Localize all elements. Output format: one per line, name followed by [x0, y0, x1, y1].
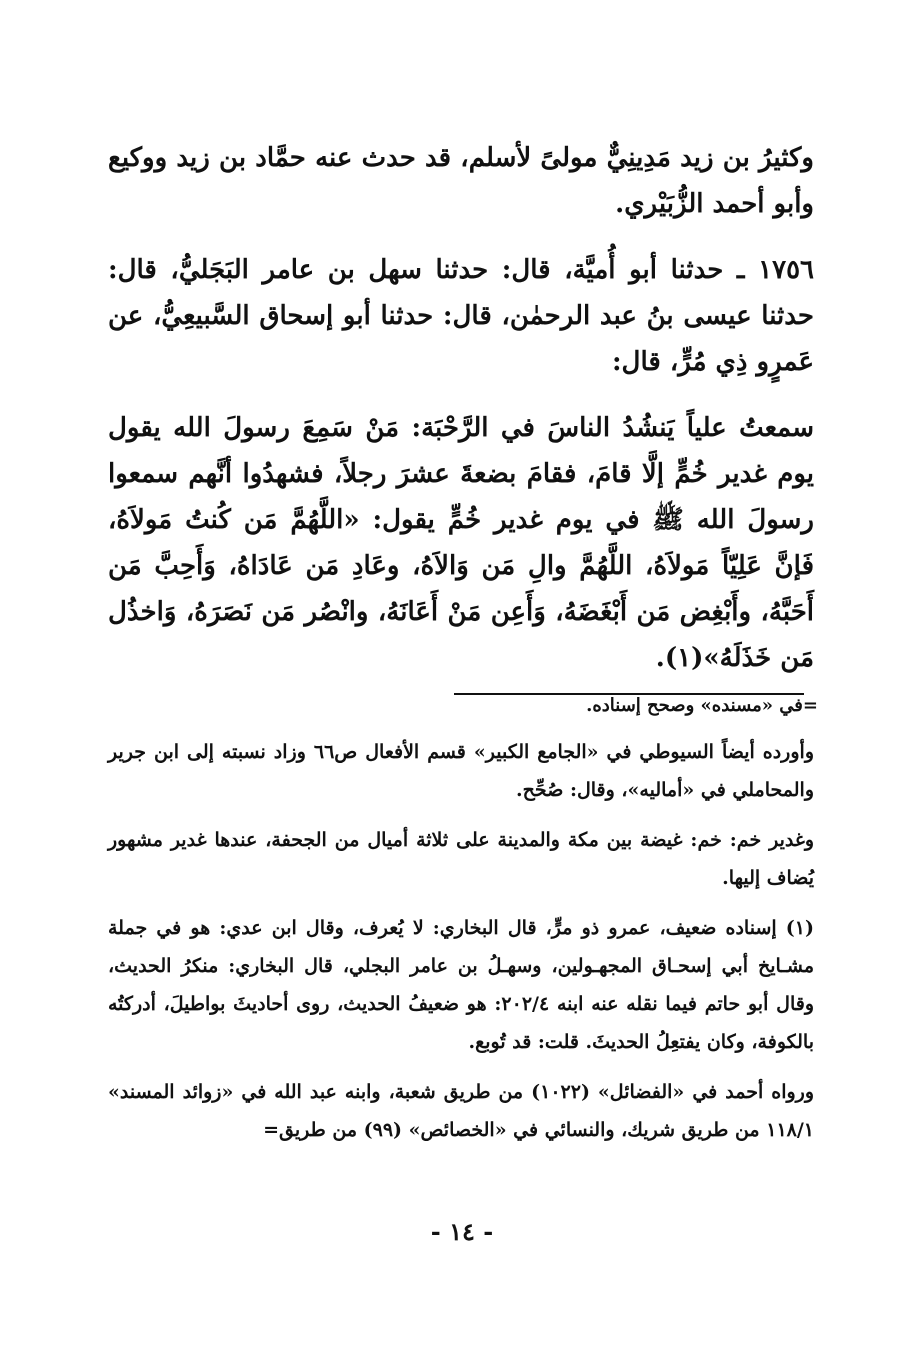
footnote-1-isnad: (١) إسناده ضعيف، عمرو ذو مرٍّ، قال البخاري: لا يُعرف، وقال ابن عدي: هو في جملة مشـايخ أبي إسحـاق المجهـولين، وسهـلُ بن عامر البجلي، قال البخاري: منكرُ الحديث، وقال أبو حاتم فيما نقله عنه ابنه ٢٠٢/٤: هو ضعيفُ الحديث، روى أحاديثَ بواطيلَ، أدركتُه بالكوفة، وكان يفتعِلُ الحديثَ. قلت: قد تُوبع.: [108, 917, 814, 1053]
main-text: [108, 135, 814, 681]
paragraph-hadith-text: سمعتُ علياً يَنشُدُ الناسَ في الرَّحْبَة: مَنْ سَمِعَ رسولَ الله يقول يوم غدير خُمٍّ إلَّا قامَ، فقامَ بضعةَ عشرَ رجلاً، فشهدُوا أنَّهم سمعوا رسولَ الله ﷺ في يوم غدير خُمٍّ يقول: «اللَّهُمَّ مَن كُنتُ مَولاَهُ، فَإنَّ عَلِيّاً مَولاَهُ، اللَّهُمَّ والِ مَن وَالاَهُ، وعَادِ مَن عَادَاهُ، وَأَحِبَّ مَن أَحَبَّهُ، وأَبْغِض مَن أَبْغَضَهُ، وَأَعِن مَنْ أَعَانَهُ، وانْصُر مَن نَصَرَهُ، وَاخذُل مَن خَذَلَهُ»(١).: [108, 413, 814, 673]
paragraph-hadith-chain: ١٧٥٦ ـ حدثنا أبو أُميَّة، قال: حدثنا سهل بن عامر البَجَليُّ، قال: حدثنا عيسى بنُ عبد الرحمٰن، قال: حدثنا أبو إسحاق السَّبيعِيُّ، عن عَمرٍو ذِي مُرٍّ، قال:: [108, 255, 814, 377]
footnote-ghadir-khum: وغدير خم: خم: غيضة بين مكة والمدينة على ثلاثة أميال من الجحفة، عندها غدير مشهور يُضاف إليها.: [108, 829, 814, 889]
footnote-suyuti: وأورده أيضاً السيوطي في «الجامع الكبير» قسم الأفعال ص٦٦ وزاد نسبته إلى ابن جرير والمحاملي في «أماليه»، وقال: صُحِّح.: [108, 741, 814, 801]
footnote-continuation: =في «مسنده» وصحح إسناده.: [586, 695, 818, 716]
page-body: [108, 135, 818, 1149]
paragraph-narrator-note: وكثيرُ بن زيد مَدِينِيٌّ مولىً لأسلم، قد حدث عنه حمَّاد بن زيد ووكيع وأبو أحمد الزُّبَيْري.: [108, 143, 814, 219]
footnotes: [108, 733, 814, 1149]
page-number: - ١٤ -: [430, 1217, 494, 1246]
footnote-separator-row: [108, 689, 818, 716]
footnote-narrations: ورواه أحمد في «الفضائل» (١٠٢٢) من طريق شعبة، وابنه عبد الله في «زوائد المسند» ١١٨/١ من طريق شريك، والنسائي في «الخصائص» (٩٩) من طريق=: [108, 1081, 814, 1141]
